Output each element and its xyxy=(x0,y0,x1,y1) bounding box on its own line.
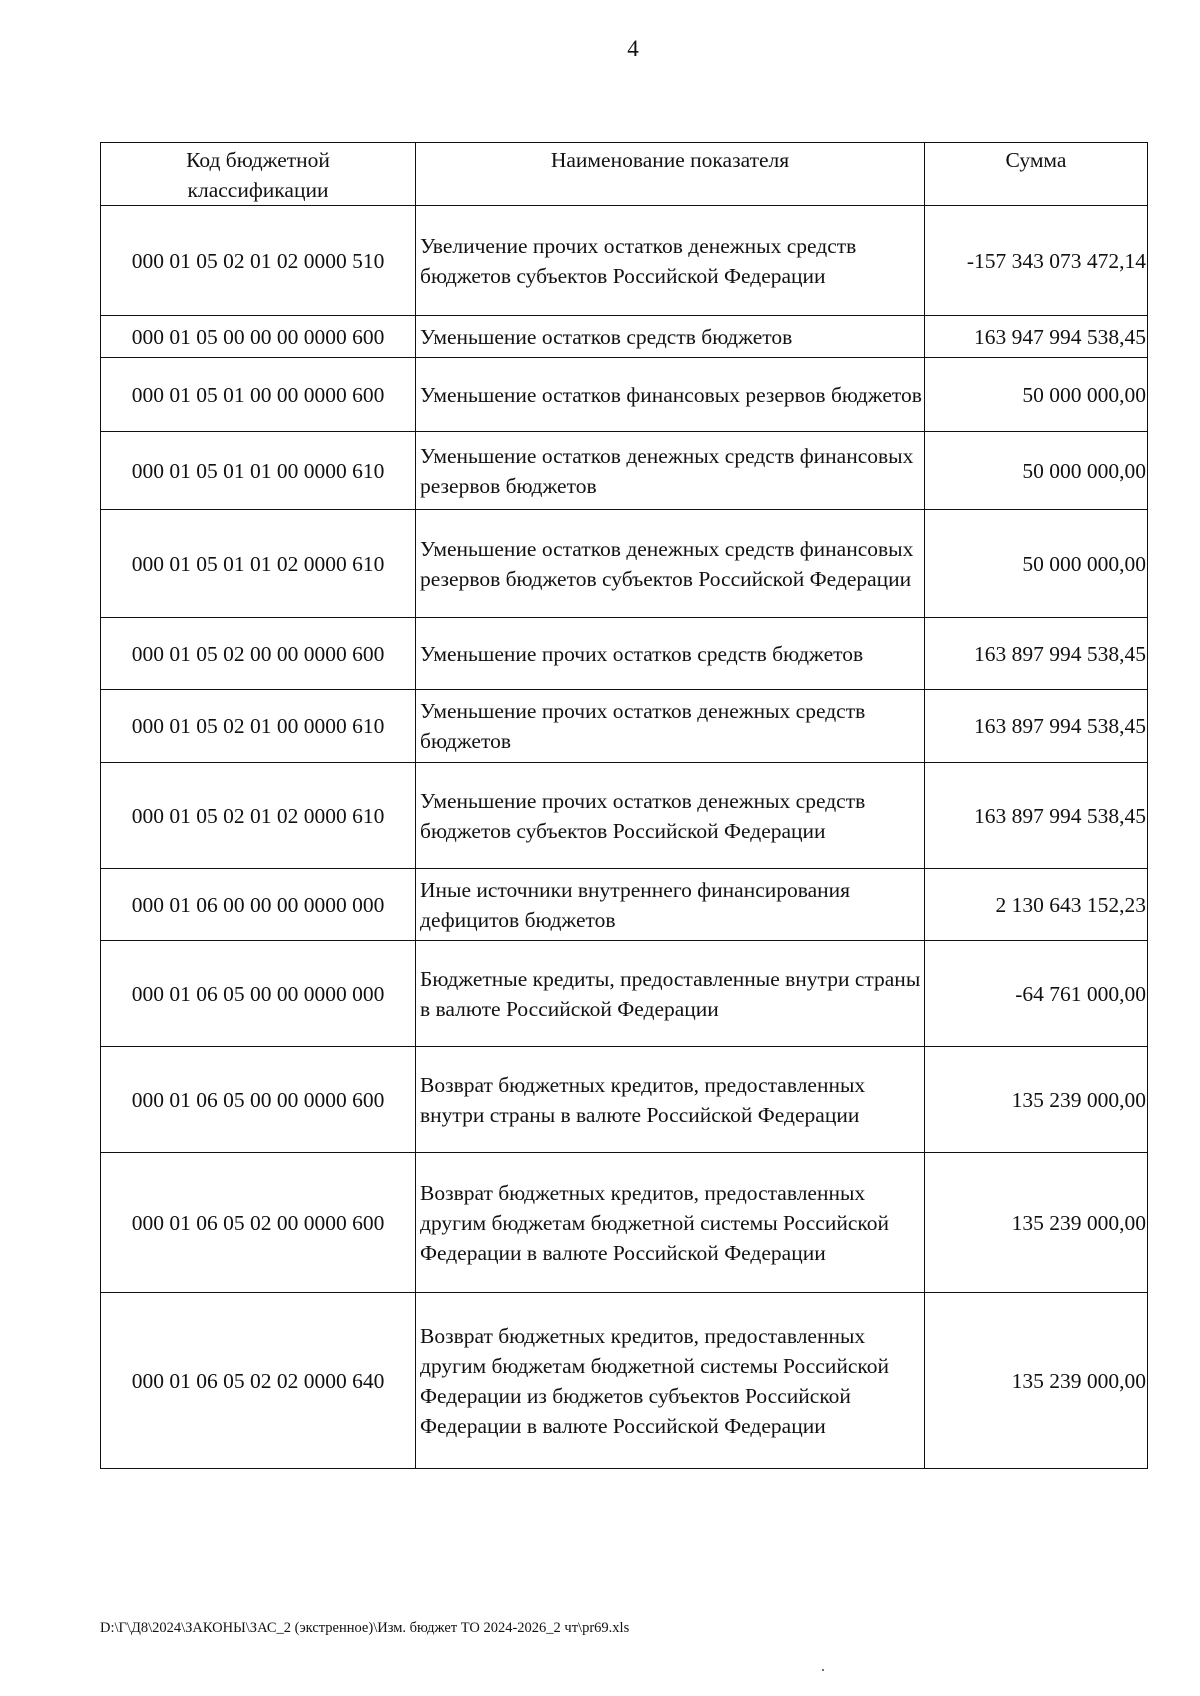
header-code: Код бюджетной классификации xyxy=(101,143,416,206)
row-name: Уменьшение остатков средств бюджетов xyxy=(416,316,925,358)
row-code: 000 01 05 01 01 00 0000 610 xyxy=(101,432,416,510)
row-code: 000 01 05 01 01 02 0000 610 xyxy=(101,510,416,618)
table-header xyxy=(101,143,1148,206)
row-name: Бюджетные кредиты, предоставленные внутри страны в валюте Российской Федерации xyxy=(416,941,925,1047)
row-name: Уменьшение прочих остатков денежных средств бюджетов xyxy=(416,690,925,763)
row-name: Возврат бюджетных кредитов, предоставленных другим бюджетам бюджетной системы Российской Федерации в валюте Российской Федерации xyxy=(416,1153,925,1293)
row-sum: 50 000 000,00 xyxy=(925,510,1148,618)
table-row xyxy=(101,763,1148,869)
row-code: 000 01 05 02 01 00 0000 610 xyxy=(101,690,416,763)
row-sum: 50 000 000,00 xyxy=(925,358,1148,432)
row-sum: -157 343 073 472,14 xyxy=(925,206,1148,316)
row-code: 000 01 06 00 00 00 0000 000 xyxy=(101,869,416,941)
table-row xyxy=(101,941,1148,1047)
row-code: 000 01 06 05 02 02 0000 640 xyxy=(101,1293,416,1469)
table-row xyxy=(101,316,1148,358)
row-name: Возврат бюджетных кредитов, предоставленных внутри страны в валюте Российской Федерации xyxy=(416,1047,925,1153)
row-code: 000 01 06 05 00 00 0000 000 xyxy=(101,941,416,1047)
table-row xyxy=(101,206,1148,316)
table-row xyxy=(101,618,1148,690)
row-code: 000 01 06 05 02 00 0000 600 xyxy=(101,1153,416,1293)
row-sum: 135 239 000,00 xyxy=(925,1293,1148,1469)
row-sum: 50 000 000,00 xyxy=(925,432,1148,510)
table-row xyxy=(101,1293,1148,1469)
table-row xyxy=(101,1153,1148,1293)
table-row xyxy=(101,1047,1148,1153)
table-row xyxy=(101,690,1148,763)
header-sum: Сумма xyxy=(925,143,1148,206)
row-code: 000 01 05 02 01 02 0000 510 xyxy=(101,206,416,316)
scan-dot-mark xyxy=(822,1669,824,1671)
row-code: 000 01 05 00 00 00 0000 600 xyxy=(101,316,416,358)
row-name: Уменьшение прочих остатков денежных средств бюджетов субъектов Российской Федерации xyxy=(416,763,925,869)
table-body xyxy=(101,206,1148,1469)
row-name: Возврат бюджетных кредитов, предоставленных другим бюджетам бюджетной системы Российской Федерации из бюджетов субъектов Российской Федерации в валюте Российской Федерации xyxy=(416,1293,925,1469)
row-code: 000 01 06 05 00 00 0000 600 xyxy=(101,1047,416,1153)
table-row xyxy=(101,432,1148,510)
row-sum: 2 130 643 152,23 xyxy=(925,869,1148,941)
row-sum: 163 897 994 538,45 xyxy=(925,690,1148,763)
row-sum: 163 947 994 538,45 xyxy=(925,316,1148,358)
table-row xyxy=(101,358,1148,432)
budget-table xyxy=(100,142,1148,1469)
row-name: Иные источники внутреннего финансирования дефицитов бюджетов xyxy=(416,869,925,941)
table-row xyxy=(101,869,1148,941)
row-sum: 135 239 000,00 xyxy=(925,1047,1148,1153)
row-sum: -64 761 000,00 xyxy=(925,941,1148,1047)
row-name: Уменьшение остатков денежных средств финансовых резервов бюджетов субъектов Российской Федерации xyxy=(416,510,925,618)
row-name: Уменьшение прочих остатков средств бюджетов xyxy=(416,618,925,690)
row-name: Увеличение прочих остатков денежных средств бюджетов субъектов Российской Федерации xyxy=(416,206,925,316)
header-name: Наименование показателя xyxy=(416,143,925,206)
row-sum: 163 897 994 538,45 xyxy=(925,763,1148,869)
row-code: 000 01 05 02 00 00 0000 600 xyxy=(101,618,416,690)
row-sum: 135 239 000,00 xyxy=(925,1153,1148,1293)
table-row xyxy=(101,510,1148,618)
row-name: Уменьшение остатков денежных средств финансовых резервов бюджетов xyxy=(416,432,925,510)
row-name: Уменьшение остатков финансовых резервов бюджетов xyxy=(416,358,925,432)
file-path-footer: D:\Г\Д8\2024\ЗАКОНЫ\ЗАС_2 (экстренное)\Изм. бюджет ТО 2024-2026_2 чт\pr69.xls xyxy=(100,1620,630,1636)
page-number: 4 xyxy=(627,36,639,61)
row-code: 000 01 05 01 00 00 0000 600 xyxy=(101,358,416,432)
row-code: 000 01 05 02 01 02 0000 610 xyxy=(101,763,416,869)
row-sum: 163 897 994 538,45 xyxy=(925,618,1148,690)
